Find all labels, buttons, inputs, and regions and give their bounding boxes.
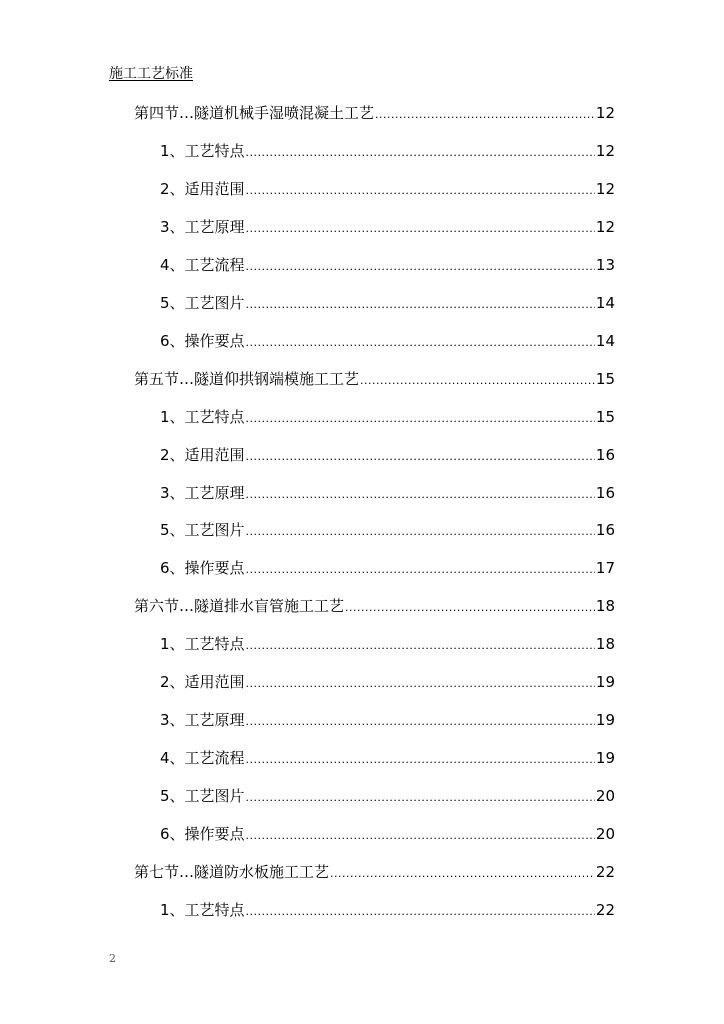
toc-subsection-entry[interactable]: [160, 633, 615, 657]
toc-dot-leader: [246, 635, 595, 657]
toc-entry-page-number: 22: [595, 901, 615, 919]
toc-entry-label: 2、适用范围: [160, 673, 245, 691]
toc-dot-leader: [246, 559, 595, 581]
toc-dot-leader: [246, 825, 595, 847]
toc-entry-page-number: 16: [595, 446, 615, 464]
toc-section-entry[interactable]: [134, 595, 615, 619]
toc-entry-label: 1、工艺特点: [160, 408, 245, 426]
toc-subsection-entry[interactable]: [160, 254, 615, 278]
toc-entry-page-number: 15: [595, 370, 615, 388]
toc-entry-label: 3、工艺原理: [160, 484, 245, 502]
toc-subsection-entry[interactable]: [160, 899, 615, 923]
toc-entry-page-number: 12: [595, 218, 615, 236]
toc-entry-page-number: 15: [595, 408, 615, 426]
toc-section-entry[interactable]: [134, 861, 615, 885]
toc-entry-page-number: 22: [595, 863, 615, 881]
toc-entry-page-number: 14: [595, 294, 615, 312]
toc-subsection-entry[interactable]: [160, 671, 615, 695]
toc-dot-leader: [246, 711, 595, 733]
toc-dot-leader: [246, 521, 595, 543]
toc-entry-label: 2、适用范围: [160, 180, 245, 198]
toc-section-entry[interactable]: [134, 368, 615, 392]
toc-entry-page-number: 20: [595, 787, 615, 805]
toc-dot-leader: [246, 142, 595, 164]
toc-entry-page-number: 12: [595, 104, 615, 122]
toc-entry-label: 3、工艺原理: [160, 711, 245, 729]
toc-entry-page-number: 13: [595, 256, 615, 274]
toc-dot-leader: [246, 446, 595, 468]
toc-entry-page-number: 18: [595, 597, 615, 615]
toc-entry-label: 5、工艺图片: [160, 787, 245, 805]
toc-entry-label: 5、工艺图片: [160, 294, 245, 312]
toc-entry-label: 3、工艺原理: [160, 218, 245, 236]
toc-subsection-entry[interactable]: [160, 482, 615, 506]
toc-subsection-entry[interactable]: [160, 557, 615, 581]
toc-entry-label: 1、工艺特点: [160, 901, 245, 919]
toc-entry-page-number: 14: [595, 332, 615, 350]
toc-section-entry[interactable]: [134, 102, 615, 126]
toc-subsection-entry[interactable]: [160, 216, 615, 240]
toc-dot-leader: [330, 863, 595, 885]
toc-dot-leader: [246, 294, 595, 316]
page-number: 2: [109, 952, 116, 965]
toc-entry-page-number: 19: [595, 711, 615, 729]
toc-dot-leader: [246, 749, 595, 771]
toc-entry-label: 6、操作要点: [160, 332, 245, 350]
toc-entry-label: 6、操作要点: [160, 825, 245, 843]
toc-entry-page-number: 18: [595, 635, 615, 653]
toc-dot-leader: [246, 673, 595, 695]
toc-entry-page-number: 19: [595, 749, 615, 767]
toc-entry-label: 5、工艺图片: [160, 521, 245, 539]
toc-dot-leader: [375, 104, 595, 126]
toc-entry-label: 6、操作要点: [160, 559, 245, 577]
toc-entry-label: 2、适用范围: [160, 446, 245, 464]
toc-dot-leader: [246, 901, 595, 923]
toc-subsection-entry[interactable]: [160, 519, 615, 543]
toc-dot-leader: [246, 218, 595, 240]
toc-subsection-entry[interactable]: [160, 140, 615, 164]
toc-subsection-entry[interactable]: [160, 444, 615, 468]
toc-entry-page-number: 17: [595, 559, 615, 577]
toc-entry-page-number: 12: [595, 180, 615, 198]
toc-entry-page-number: 16: [595, 521, 615, 539]
toc-dot-leader: [360, 370, 595, 392]
toc-entry-label: 1、工艺特点: [160, 142, 245, 160]
toc-entry-label: 第七节…隧道防水板施工工艺: [134, 863, 330, 881]
toc-dot-leader: [246, 484, 595, 506]
toc-entry-label: 第六节…隧道排水盲管施工工艺: [134, 597, 345, 615]
toc-dot-leader: [246, 256, 595, 278]
toc-entry-page-number: 16: [595, 484, 615, 502]
toc-entry-label: 4、工艺流程: [160, 749, 245, 767]
toc-subsection-entry[interactable]: [160, 785, 615, 809]
toc-dot-leader: [246, 180, 595, 202]
toc-entry-label: 第五节…隧道仰拱钢端模施工工艺: [134, 370, 360, 388]
toc-entry-label: 第四节…隧道机械手湿喷混凝土工艺: [134, 104, 375, 122]
toc-dot-leader: [246, 408, 595, 430]
toc-entry-page-number: 19: [595, 673, 615, 691]
toc-entry-label: 1、工艺特点: [160, 635, 245, 653]
document-header-title: 施工工艺标准: [109, 66, 193, 82]
toc-subsection-entry[interactable]: [160, 330, 615, 354]
toc-entry-page-number: 12: [595, 142, 615, 160]
toc-dot-leader: [345, 597, 595, 619]
toc-dot-leader: [246, 787, 595, 809]
toc-subsection-entry[interactable]: [160, 747, 615, 771]
toc-subsection-entry[interactable]: [160, 823, 615, 847]
toc-subsection-entry[interactable]: [160, 178, 615, 202]
toc-dot-leader: [246, 332, 595, 354]
toc-subsection-entry[interactable]: [160, 406, 615, 430]
toc-entry-page-number: 20: [595, 825, 615, 843]
toc-subsection-entry[interactable]: [160, 292, 615, 316]
toc-entry-label: 4、工艺流程: [160, 256, 245, 274]
toc-subsection-entry[interactable]: [160, 709, 615, 733]
